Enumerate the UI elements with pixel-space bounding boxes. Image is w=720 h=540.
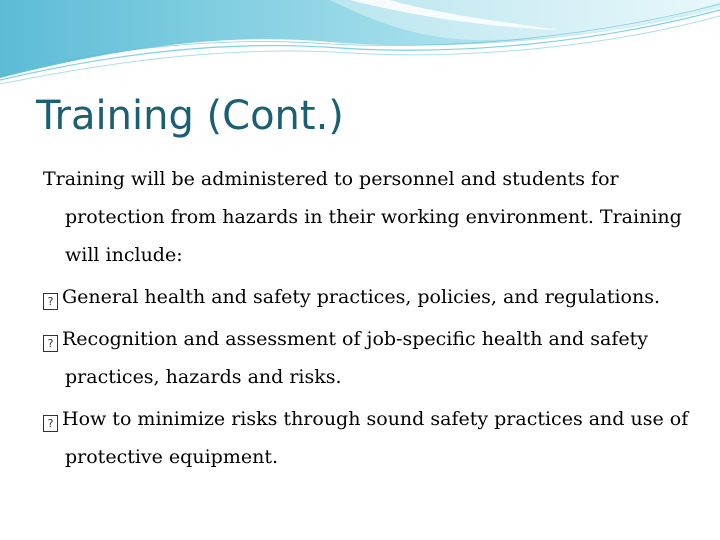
bullet-text: General health and safety practices, policies, and regulations.	[62, 286, 661, 308]
header-wave-decoration	[0, 0, 720, 90]
bullet-text: Recognition and assessment of job-specific health and safety practices, hazards and risks.	[62, 328, 648, 388]
slide-body	[43, 160, 703, 476]
intro-paragraph: Training will be administered to personnel and students for protection from hazards in their working environment. Training will include:	[43, 168, 682, 266]
missing-glyph-bullet-icon: ?	[43, 335, 58, 352]
bullet-item	[43, 320, 703, 396]
bullet-item	[43, 278, 703, 316]
missing-glyph-bullet-icon: ?	[43, 293, 58, 310]
slide-title: Training (Cont.)	[36, 93, 344, 139]
bullet-item	[43, 400, 703, 476]
bullet-text: How to minimize risks through sound safety practices and use of protective equipment.	[62, 408, 689, 468]
missing-glyph-bullet-icon: ?	[43, 415, 58, 432]
